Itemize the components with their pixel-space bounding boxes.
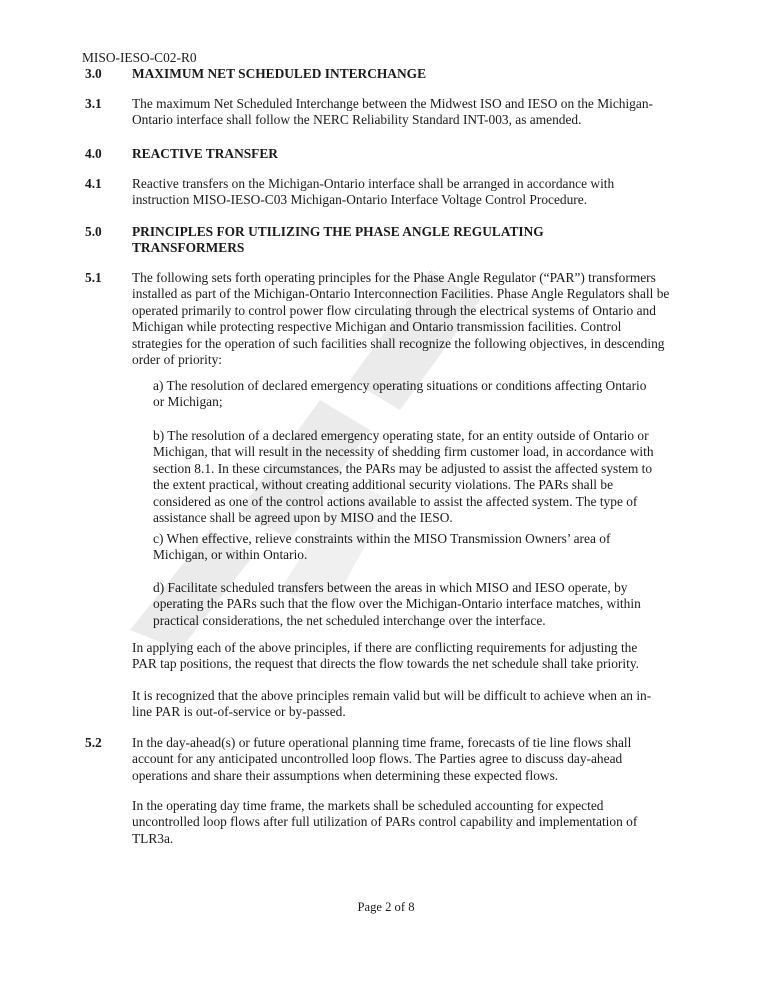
priority-note: In applying each of the above principles, if there are conflicting requirements for adjusting the PAR tap positions, the request that directs the flow towards the net schedule shall take priority.	[132, 640, 640, 672]
section-number: 4.0	[85, 146, 102, 161]
section-title: REACTIVE TRANSFER	[132, 146, 278, 161]
section-title: PRINCIPLES FOR UTILIZING THE PHASE ANGLE REGULATING TRANSFORMERS	[132, 224, 544, 256]
clause-text: The following sets forth operating principles for the Phase Angle Regulator (“PAR”) transformers installed as part of the Michigan-Ontario Interconnection Facilities. Phase Angle Regulators shall be operated primarily to control power flow circulating through the electrical systems of Ontario and Michigan while protecting respective Michigan and Ontario transmission facilities. Control strategies for the operation of such facilities shall recognize the following objectives, in descending order of priority:	[132, 270, 670, 368]
clause-number: 5.2	[85, 735, 102, 750]
clause-number: 4.1	[85, 176, 102, 191]
clause-number: 3.1	[85, 96, 102, 111]
clause-number: 5.1	[85, 270, 102, 285]
clause-text: The maximum Net Scheduled Interchange between the Midwest ISO and IESO on the Michigan-Ontario interface shall follow the NERC Reliability Standard INT-003, as amended.	[132, 96, 653, 128]
section-title: MAXIMUM NET SCHEDULED INTERCHANGE	[132, 66, 426, 81]
section-number: 5.0	[85, 224, 102, 239]
operating-day-note: In the operating day time frame, the markets shall be scheduled accounting for expected uncontrolled loop flows after full utilization of PARs control capability and implementation of TLR3a.	[132, 798, 638, 846]
page-number: Page 2 of 8	[357, 900, 415, 914]
validity-note: It is recognized that the above principles remain valid but will be difficult to achieve when an in-line PAR is out-of-service or by-passed.	[132, 688, 652, 720]
objective-c: c) When effective, relieve constraints within the MISO Transmission Owners’ area of Michigan, or within Ontario.	[153, 531, 611, 563]
objective-b: b) The resolution of a declared emergency operating state, for an entity outside of Ontario or Michigan, that will result in the necessity of shedding firm customer load, in accordance with section 8.1. In these circumstances, the PARs may be adjusted to assist the affected system to the extent practical, without creating additional security violations. The PARs shall be considered as one of the control actions available to assist the affected system. The type of assistance shall be agreed upon by MISO and the IESO.	[153, 428, 654, 526]
clause-text: Reactive transfers on the Michigan-Ontario interface shall be arranged in accordance with instruction MISO-IESO-C03 Michigan-Ontario Interface Voltage Control Procedure.	[132, 176, 615, 208]
section-number: 3.0	[85, 66, 102, 81]
clause-text: In the day-ahead(s) or future operational planning time frame, forecasts of tie line flows shall account for any anticipated uncontrolled loop flows. The Parties agree to discuss day-ahead operations and share their assumptions when determining these expected flows.	[132, 735, 632, 783]
objective-d: d) Facilitate scheduled transfers between the areas in which MISO and IESO operate, by operating the PARs such that the flow over the Michigan-Ontario interface matches, within practical considerations, the net scheduled interchange over the interface.	[153, 580, 641, 628]
document-id: MISO-IESO-C02-R0	[82, 50, 197, 65]
objective-a: a) The resolution of declared emergency operating situations or conditions affecting Ontario or Michigan;	[153, 378, 647, 410]
